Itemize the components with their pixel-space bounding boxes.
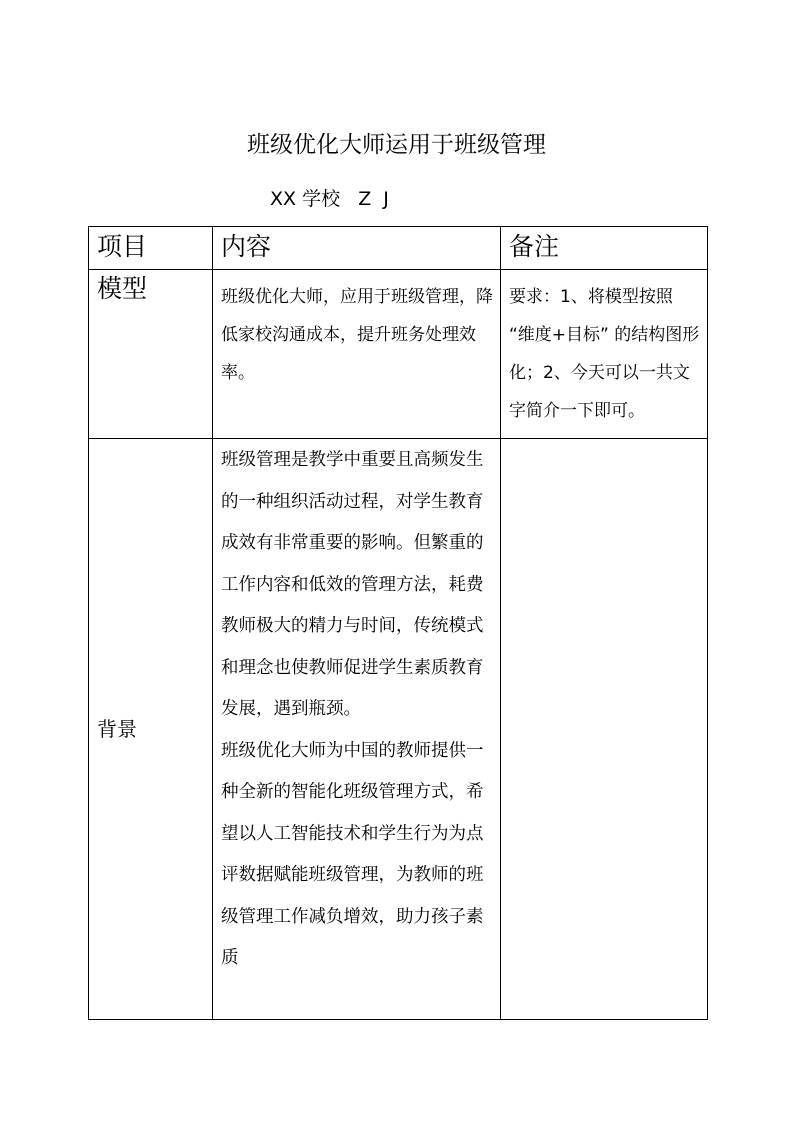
header-item-label: 项目: [97, 232, 148, 261]
background-item-label: 背景: [97, 717, 137, 741]
document-subtitle: XX 学校 Z J: [270, 188, 389, 210]
model-content-text: 班级优化大师，应用于班级管理，降低家校沟通成本，提升班务处理效率。: [221, 287, 493, 383]
model-note-cell: [501, 270, 708, 439]
content-table: [88, 226, 708, 1020]
background-note-cell: [501, 439, 708, 1020]
header-content-cell: [213, 227, 501, 270]
background-item-cell: [89, 439, 213, 1020]
table-header-row: [89, 227, 708, 270]
model-item-label: 模型: [97, 274, 148, 303]
background-content-cell: [213, 439, 501, 1020]
model-note-text: 要求：1、将模型按照 “维度+目标” 的结构图形化；2、今天可以一共文字简介一下即可。: [509, 287, 700, 421]
header-item-cell: [89, 227, 213, 270]
model-item-cell: [89, 270, 213, 439]
header-content-label: 内容: [221, 232, 272, 261]
background-paragraph: 班级管理是教学中重要且高频发生的一种组织活动过程，对学生教育成效有非常重要的影响。但繁重的工作内容和低效的管理方法，耗费教师极大的精力与时间，传统模式和理念也使教师促进学生素质教育发展，遇到瓶颈。: [221, 450, 484, 719]
header-note-label: 备注: [509, 232, 560, 261]
table-row-model: [89, 270, 708, 439]
header-note-cell: [501, 227, 708, 270]
document-title: 班级优化大师运用于班级管理: [247, 132, 546, 158]
background-content-text: [221, 439, 494, 980]
table-row-background: [89, 439, 708, 1020]
model-content-cell: [213, 270, 501, 439]
background-paragraph: 班级优化大师为中国的教师提供一种全新的智能化班级管理方式，希望以人工智能技术和学生行为为点评数据赋能班级管理，为教师的班级管理工作减负增效，助力孩子素质: [221, 740, 484, 968]
